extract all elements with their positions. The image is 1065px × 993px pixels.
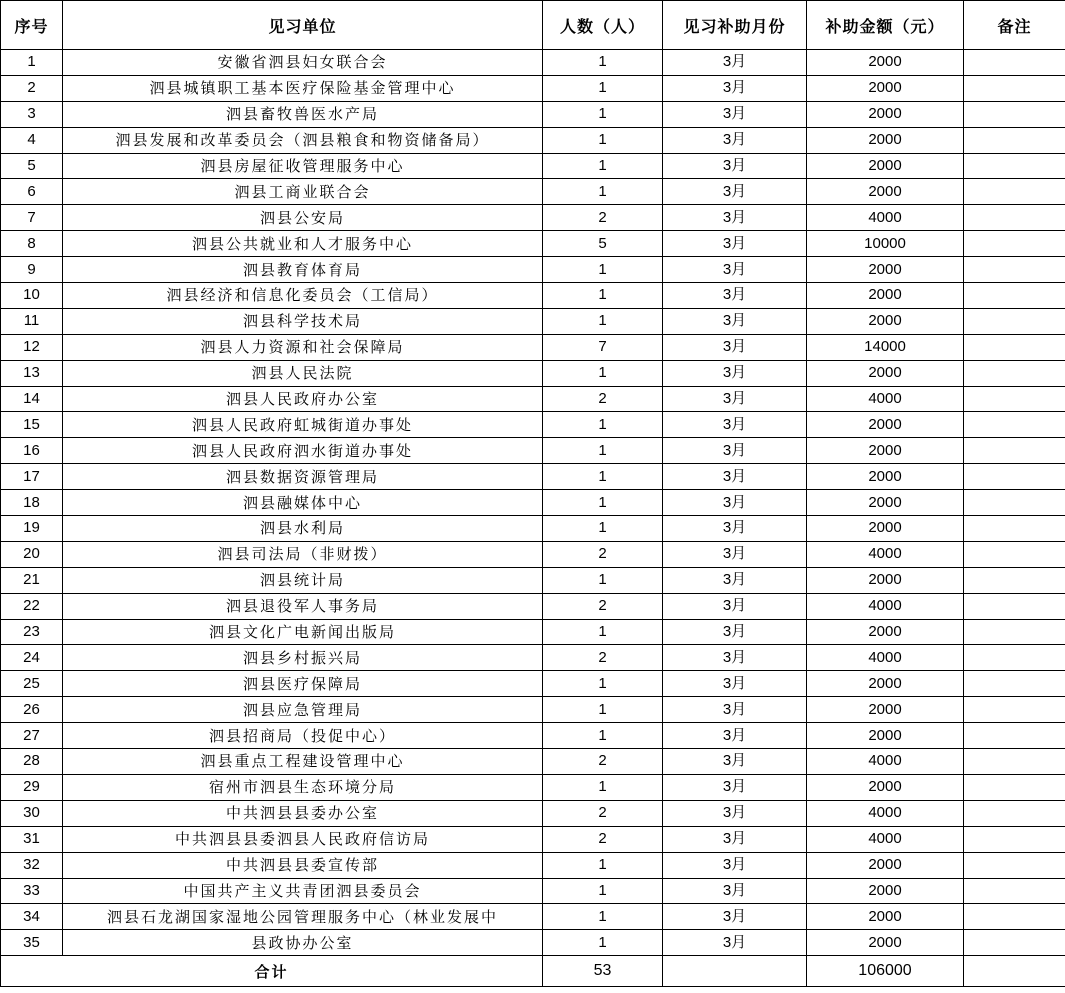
table-row — [1, 283, 1065, 309]
cell-no[interactable]: 32 — [1, 852, 63, 878]
cell-amount[interactable]: 2000 — [807, 153, 964, 179]
cell-note[interactable] — [964, 723, 1065, 749]
cell-no[interactable]: 15 — [1, 412, 63, 438]
cell-unit[interactable]: 中共泗县县委办公室 — [63, 800, 543, 826]
table-row — [1, 412, 1065, 438]
cell-no[interactable]: 9 — [1, 257, 63, 283]
cell-unit[interactable]: 泗县应急管理局 — [63, 697, 543, 723]
cell-count[interactable]: 1 — [543, 878, 663, 904]
cell-note[interactable] — [964, 283, 1065, 309]
cell-month[interactable]: 3月 — [663, 593, 807, 619]
cell-month[interactable]: 3月 — [663, 386, 807, 412]
header-month[interactable]: 见习补助月份 — [663, 1, 807, 50]
cell-month[interactable]: 3月 — [663, 619, 807, 645]
cell-count[interactable]: 1 — [543, 283, 663, 309]
cell-note[interactable] — [964, 852, 1065, 878]
cell-amount[interactable]: 2000 — [807, 567, 964, 593]
cell-unit[interactable]: 泗县畜牧兽医水产局 — [63, 101, 543, 127]
cell-note[interactable] — [964, 386, 1065, 412]
total-amount[interactable]: 106000 — [807, 956, 964, 987]
cell-month[interactable]: 3月 — [663, 283, 807, 309]
cell-month[interactable]: 3月 — [663, 800, 807, 826]
cell-amount[interactable]: 2000 — [807, 101, 964, 127]
cell-unit[interactable]: 中共泗县县委宣传部 — [63, 852, 543, 878]
cell-count[interactable]: 1 — [543, 904, 663, 930]
cell-unit[interactable]: 泗县退役军人事务局 — [63, 593, 543, 619]
table-row — [1, 930, 1065, 956]
cell-unit[interactable]: 泗县人民政府虹城街道办事处 — [63, 412, 543, 438]
table-row — [1, 723, 1065, 749]
cell-count[interactable]: 1 — [543, 50, 663, 76]
cell-no[interactable]: 23 — [1, 619, 63, 645]
cell-note[interactable] — [964, 438, 1065, 464]
cell-no[interactable]: 25 — [1, 671, 63, 697]
table-row — [1, 516, 1065, 542]
cell-no[interactable]: 26 — [1, 697, 63, 723]
cell-no[interactable]: 3 — [1, 101, 63, 127]
cell-month[interactable]: 3月 — [663, 127, 807, 153]
total-month[interactable] — [663, 956, 807, 987]
cell-count[interactable]: 7 — [543, 334, 663, 360]
cell-note[interactable] — [964, 800, 1065, 826]
table-row — [1, 878, 1065, 904]
cell-unit[interactable]: 泗县教育体育局 — [63, 257, 543, 283]
cell-unit[interactable]: 泗县统计局 — [63, 567, 543, 593]
cell-no[interactable]: 1 — [1, 50, 63, 76]
cell-month[interactable]: 3月 — [663, 490, 807, 516]
cell-note[interactable] — [964, 697, 1065, 723]
cell-amount[interactable]: 2000 — [807, 75, 964, 101]
cell-unit[interactable]: 泗县发展和改革委员会（泗县粮食和物资储备局） — [63, 127, 543, 153]
header-amount[interactable]: 补助金额（元） — [807, 1, 964, 50]
table-body — [1, 50, 1065, 956]
cell-amount[interactable]: 2000 — [807, 852, 964, 878]
table-row — [1, 774, 1065, 800]
total-label[interactable]: 合计 — [1, 956, 543, 987]
cell-count[interactable]: 1 — [543, 75, 663, 101]
cell-no[interactable]: 5 — [1, 153, 63, 179]
cell-month[interactable]: 3月 — [663, 75, 807, 101]
cell-amount[interactable]: 2000 — [807, 308, 964, 334]
table-row — [1, 904, 1065, 930]
cell-month[interactable]: 3月 — [663, 516, 807, 542]
table-row — [1, 567, 1065, 593]
cell-month[interactable]: 3月 — [663, 567, 807, 593]
table-row — [1, 619, 1065, 645]
cell-amount[interactable]: 4000 — [807, 749, 964, 775]
cell-note[interactable] — [964, 774, 1065, 800]
table-row — [1, 153, 1065, 179]
cell-count[interactable]: 5 — [543, 231, 663, 257]
cell-unit[interactable]: 泗县人民法院 — [63, 360, 543, 386]
table-row — [1, 179, 1065, 205]
cell-count[interactable]: 1 — [543, 930, 663, 956]
cell-amount[interactable]: 2000 — [807, 283, 964, 309]
cell-count[interactable]: 1 — [543, 619, 663, 645]
cell-count[interactable]: 2 — [543, 749, 663, 775]
cell-amount[interactable]: 2000 — [807, 257, 964, 283]
cell-count[interactable]: 1 — [543, 438, 663, 464]
cell-unit[interactable]: 泗县人民政府泗水街道办事处 — [63, 438, 543, 464]
cell-count[interactable]: 1 — [543, 671, 663, 697]
header-count[interactable]: 人数（人） — [543, 1, 663, 50]
total-row — [1, 956, 1065, 987]
cell-month[interactable]: 3月 — [663, 723, 807, 749]
cell-amount[interactable]: 4000 — [807, 205, 964, 231]
cell-no[interactable]: 11 — [1, 308, 63, 334]
cell-amount[interactable]: 4000 — [807, 593, 964, 619]
cell-note[interactable] — [964, 645, 1065, 671]
cell-unit[interactable]: 泗县乡村振兴局 — [63, 645, 543, 671]
table-row — [1, 360, 1065, 386]
cell-note[interactable] — [964, 308, 1065, 334]
cell-no[interactable]: 21 — [1, 567, 63, 593]
cell-note[interactable] — [964, 619, 1065, 645]
cell-no[interactable]: 10 — [1, 283, 63, 309]
cell-amount[interactable]: 2000 — [807, 516, 964, 542]
table-row — [1, 127, 1065, 153]
cell-count[interactable]: 1 — [543, 567, 663, 593]
cell-count[interactable]: 1 — [543, 153, 663, 179]
cell-unit[interactable]: 泗县人民政府办公室 — [63, 386, 543, 412]
header-no[interactable]: 序号 — [1, 1, 63, 50]
cell-month[interactable]: 3月 — [663, 179, 807, 205]
cell-no[interactable]: 28 — [1, 749, 63, 775]
table-row — [1, 308, 1065, 334]
cell-count[interactable]: 1 — [543, 723, 663, 749]
cell-unit[interactable]: 泗县融媒体中心 — [63, 490, 543, 516]
cell-note[interactable] — [964, 205, 1065, 231]
cell-note[interactable] — [964, 231, 1065, 257]
cell-note[interactable] — [964, 826, 1065, 852]
header-unit[interactable]: 见习单位 — [63, 1, 543, 50]
cell-note[interactable] — [964, 360, 1065, 386]
cell-unit[interactable]: 泗县公共就业和人才服务中心 — [63, 231, 543, 257]
cell-unit[interactable]: 中共泗县县委泗县人民政府信访局 — [63, 826, 543, 852]
cell-amount[interactable]: 2000 — [807, 490, 964, 516]
cell-month[interactable]: 3月 — [663, 360, 807, 386]
cell-count[interactable]: 1 — [543, 490, 663, 516]
cell-amount[interactable]: 4000 — [807, 386, 964, 412]
cell-count[interactable]: 2 — [543, 386, 663, 412]
cell-unit[interactable]: 泗县重点工程建设管理中心 — [63, 749, 543, 775]
cell-no[interactable]: 30 — [1, 800, 63, 826]
table-row — [1, 749, 1065, 775]
table-row — [1, 50, 1065, 76]
cell-note[interactable] — [964, 101, 1065, 127]
cell-note[interactable] — [964, 127, 1065, 153]
cell-amount[interactable]: 2000 — [807, 179, 964, 205]
cell-amount[interactable]: 2000 — [807, 671, 964, 697]
cell-unit[interactable]: 泗县数据资源管理局 — [63, 464, 543, 490]
cell-note[interactable] — [964, 257, 1065, 283]
cell-unit[interactable]: 泗县人力资源和社会保障局 — [63, 334, 543, 360]
cell-count[interactable]: 1 — [543, 308, 663, 334]
cell-note[interactable] — [964, 412, 1065, 438]
cell-month[interactable]: 3月 — [663, 697, 807, 723]
cell-note[interactable] — [964, 567, 1065, 593]
cell-amount[interactable]: 14000 — [807, 334, 964, 360]
cell-month[interactable]: 3月 — [663, 205, 807, 231]
cell-no[interactable]: 18 — [1, 490, 63, 516]
cell-no[interactable]: 31 — [1, 826, 63, 852]
cell-no[interactable]: 27 — [1, 723, 63, 749]
cell-count[interactable]: 1 — [543, 697, 663, 723]
cell-amount[interactable]: 2000 — [807, 904, 964, 930]
cell-count[interactable]: 2 — [543, 800, 663, 826]
cell-unit[interactable]: 泗县公安局 — [63, 205, 543, 231]
cell-month[interactable]: 3月 — [663, 50, 807, 76]
cell-amount[interactable]: 2000 — [807, 697, 964, 723]
header-row — [1, 1, 1065, 50]
cell-note[interactable] — [964, 179, 1065, 205]
table-row — [1, 386, 1065, 412]
cell-count[interactable]: 1 — [543, 412, 663, 438]
cell-no[interactable]: 12 — [1, 334, 63, 360]
cell-amount[interactable]: 2000 — [807, 774, 964, 800]
table-row — [1, 75, 1065, 101]
table-row — [1, 593, 1065, 619]
cell-unit[interactable]: 泗县医疗保障局 — [63, 671, 543, 697]
table-row — [1, 257, 1065, 283]
cell-month[interactable]: 3月 — [663, 852, 807, 878]
cell-count[interactable]: 1 — [543, 774, 663, 800]
cell-amount[interactable]: 2000 — [807, 930, 964, 956]
cell-no[interactable]: 4 — [1, 127, 63, 153]
cell-month[interactable]: 3月 — [663, 878, 807, 904]
cell-no[interactable]: 2 — [1, 75, 63, 101]
cell-unit[interactable]: 泗县工商业联合会 — [63, 179, 543, 205]
cell-note[interactable] — [964, 516, 1065, 542]
cell-month[interactable]: 3月 — [663, 774, 807, 800]
table-row — [1, 464, 1065, 490]
cell-no[interactable]: 22 — [1, 593, 63, 619]
cell-unit[interactable]: 泗县文化广电新闻出版局 — [63, 619, 543, 645]
cell-no[interactable]: 19 — [1, 516, 63, 542]
cell-month[interactable]: 3月 — [663, 334, 807, 360]
table-row — [1, 438, 1065, 464]
cell-unit[interactable]: 安徽省泗县妇女联合会 — [63, 50, 543, 76]
cell-note[interactable] — [964, 671, 1065, 697]
cell-count[interactable]: 1 — [543, 127, 663, 153]
table-row — [1, 334, 1065, 360]
cell-month[interactable]: 3月 — [663, 412, 807, 438]
cell-note[interactable] — [964, 904, 1065, 930]
cell-note[interactable] — [964, 541, 1065, 567]
cell-amount[interactable]: 4000 — [807, 800, 964, 826]
header-note[interactable]: 备注 — [964, 1, 1065, 50]
cell-unit[interactable]: 泗县城镇职工基本医疗保险基金管理中心 — [63, 75, 543, 101]
cell-no[interactable]: 34 — [1, 904, 63, 930]
cell-month[interactable]: 3月 — [663, 153, 807, 179]
cell-month[interactable]: 3月 — [663, 231, 807, 257]
table-row — [1, 101, 1065, 127]
cell-note[interactable] — [964, 930, 1065, 956]
cell-count[interactable]: 2 — [543, 593, 663, 619]
cell-month[interactable]: 3月 — [663, 826, 807, 852]
cell-amount[interactable]: 4000 — [807, 826, 964, 852]
cell-note[interactable] — [964, 334, 1065, 360]
cell-amount[interactable]: 4000 — [807, 541, 964, 567]
table-row — [1, 205, 1065, 231]
cell-amount[interactable]: 10000 — [807, 231, 964, 257]
cell-unit[interactable]: 泗县招商局（投促中心） — [63, 723, 543, 749]
cell-amount[interactable]: 2000 — [807, 438, 964, 464]
table-row — [1, 852, 1065, 878]
cell-count[interactable]: 1 — [543, 179, 663, 205]
cell-amount[interactable]: 4000 — [807, 645, 964, 671]
cell-amount[interactable]: 2000 — [807, 127, 964, 153]
cell-month[interactable]: 3月 — [663, 101, 807, 127]
cell-no[interactable]: 7 — [1, 205, 63, 231]
cell-count[interactable]: 1 — [543, 101, 663, 127]
cell-count[interactable]: 1 — [543, 257, 663, 283]
table-row — [1, 541, 1065, 567]
cell-unit[interactable]: 宿州市泗县生态环境分局 — [63, 774, 543, 800]
cell-count[interactable]: 2 — [543, 645, 663, 671]
cell-no[interactable]: 16 — [1, 438, 63, 464]
cell-unit[interactable]: 县政协办公室 — [63, 930, 543, 956]
cell-unit[interactable]: 泗县水利局 — [63, 516, 543, 542]
cell-count[interactable]: 1 — [543, 852, 663, 878]
cell-note[interactable] — [964, 464, 1065, 490]
cell-month[interactable]: 3月 — [663, 671, 807, 697]
cell-no[interactable]: 6 — [1, 179, 63, 205]
total-count[interactable]: 53 — [543, 956, 663, 987]
cell-month[interactable]: 3月 — [663, 645, 807, 671]
cell-count[interactable]: 2 — [543, 205, 663, 231]
cell-amount[interactable]: 2000 — [807, 878, 964, 904]
cell-amount[interactable]: 2000 — [807, 50, 964, 76]
table-row — [1, 800, 1065, 826]
table-row — [1, 826, 1065, 852]
table-row — [1, 697, 1065, 723]
cell-no[interactable]: 29 — [1, 774, 63, 800]
total-note[interactable] — [964, 956, 1065, 987]
cell-month[interactable]: 3月 — [663, 257, 807, 283]
cell-amount[interactable]: 2000 — [807, 412, 964, 438]
cell-note[interactable] — [964, 153, 1065, 179]
table-row — [1, 671, 1065, 697]
cell-note[interactable] — [964, 75, 1065, 101]
cell-amount[interactable]: 2000 — [807, 723, 964, 749]
cell-amount[interactable]: 2000 — [807, 619, 964, 645]
cell-no[interactable]: 13 — [1, 360, 63, 386]
table-row — [1, 490, 1065, 516]
cell-no[interactable]: 35 — [1, 930, 63, 956]
cell-no[interactable]: 24 — [1, 645, 63, 671]
cell-no[interactable]: 17 — [1, 464, 63, 490]
cell-unit[interactable]: 泗县石龙湖国家湿地公园管理服务中心（林业发展中 — [63, 904, 543, 930]
cell-note[interactable] — [964, 749, 1065, 775]
cell-unit[interactable]: 泗县经济和信息化委员会（工信局） — [63, 283, 543, 309]
cell-note[interactable] — [964, 878, 1065, 904]
cell-month[interactable]: 3月 — [663, 464, 807, 490]
cell-no[interactable]: 8 — [1, 231, 63, 257]
cell-unit[interactable]: 中国共产主义共青团泗县委员会 — [63, 878, 543, 904]
cell-month[interactable]: 3月 — [663, 904, 807, 930]
cell-unit[interactable]: 泗县房屋征收管理服务中心 — [63, 153, 543, 179]
cell-no[interactable]: 33 — [1, 878, 63, 904]
cell-note[interactable] — [964, 490, 1065, 516]
cell-count[interactable]: 2 — [543, 541, 663, 567]
cell-unit[interactable]: 泗县司法局（非财拨） — [63, 541, 543, 567]
table-row — [1, 231, 1065, 257]
cell-month[interactable]: 3月 — [663, 749, 807, 775]
cell-amount[interactable]: 2000 — [807, 360, 964, 386]
cell-unit[interactable]: 泗县科学技术局 — [63, 308, 543, 334]
cell-note[interactable] — [964, 50, 1065, 76]
cell-month[interactable]: 3月 — [663, 930, 807, 956]
cell-amount[interactable]: 2000 — [807, 464, 964, 490]
cell-month[interactable]: 3月 — [663, 541, 807, 567]
cell-count[interactable]: 1 — [543, 360, 663, 386]
table-row — [1, 645, 1065, 671]
cell-count[interactable]: 2 — [543, 826, 663, 852]
cell-count[interactable]: 1 — [543, 516, 663, 542]
cell-no[interactable]: 20 — [1, 541, 63, 567]
cell-no[interactable]: 14 — [1, 386, 63, 412]
cell-month[interactable]: 3月 — [663, 308, 807, 334]
cell-count[interactable]: 1 — [543, 464, 663, 490]
cell-note[interactable] — [964, 593, 1065, 619]
cell-month[interactable]: 3月 — [663, 438, 807, 464]
